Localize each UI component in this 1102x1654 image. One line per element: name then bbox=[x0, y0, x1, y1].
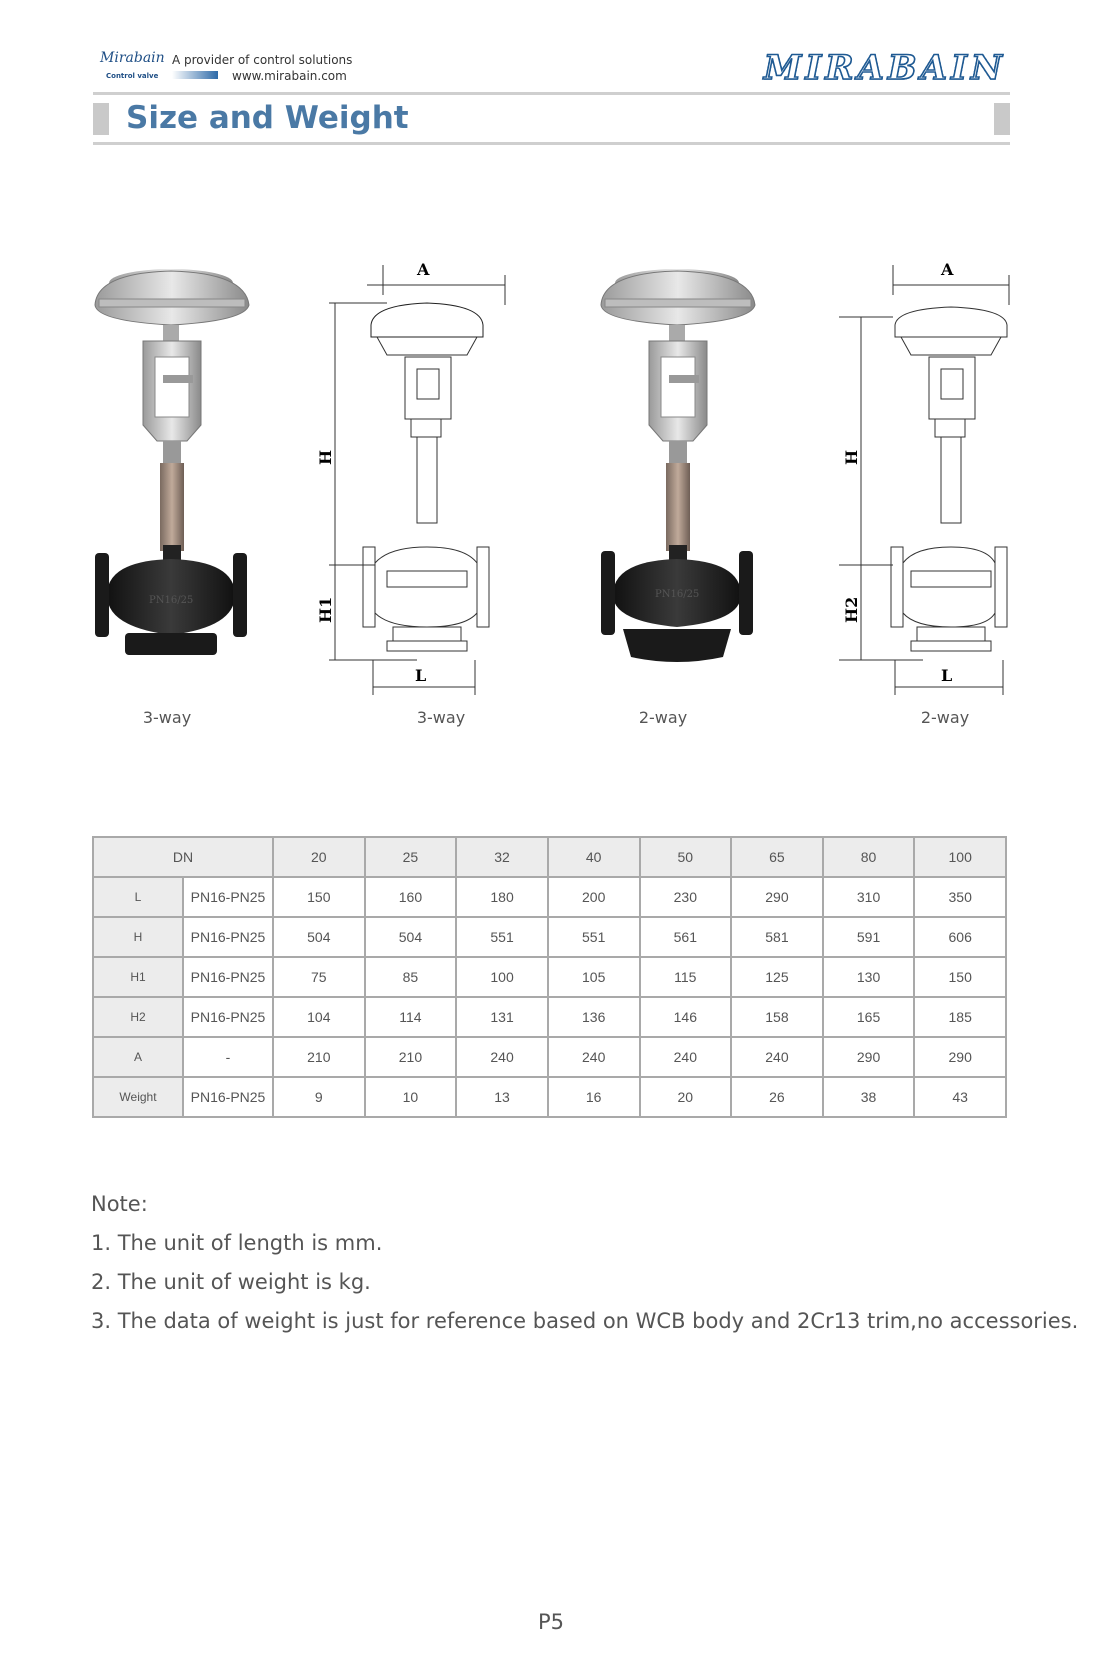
table-cell: 591 bbox=[823, 917, 915, 957]
table-cell: 180 bbox=[456, 877, 548, 917]
row-label: H2 bbox=[93, 997, 183, 1037]
website-link[interactable]: www.mirabain.com bbox=[232, 69, 347, 83]
dn-value: 80 bbox=[823, 837, 915, 877]
table-cell: 240 bbox=[456, 1037, 548, 1077]
row-pressure: PN16-PN25 bbox=[183, 917, 273, 957]
page-number: P5 bbox=[537, 1610, 565, 1634]
valve-photo-3way bbox=[77, 265, 267, 695]
table-cell: 136 bbox=[548, 997, 640, 1037]
table-cell: 240 bbox=[731, 1037, 823, 1077]
size-weight-table bbox=[92, 836, 1007, 1118]
tagline: A provider of control solutions bbox=[172, 53, 353, 67]
logo-subtitle: Control valve bbox=[106, 72, 159, 80]
table-header-row bbox=[93, 837, 1006, 877]
table-cell: 350 bbox=[914, 877, 1006, 917]
figure-caption-4: 2-way bbox=[920, 708, 970, 727]
row-label: A bbox=[93, 1037, 183, 1077]
table-cell: 26 bbox=[731, 1077, 823, 1117]
note-item: 1. The unit of length is mm. bbox=[91, 1231, 383, 1255]
table-cell: 20 bbox=[640, 1077, 732, 1117]
dn-value: 20 bbox=[273, 837, 365, 877]
dim-label-h2: H2 bbox=[842, 596, 861, 623]
table-cell: 290 bbox=[914, 1037, 1006, 1077]
dim-label-l: L bbox=[415, 666, 427, 685]
row-label: Weight bbox=[93, 1077, 183, 1117]
table-cell: 125 bbox=[731, 957, 823, 997]
table-cell: 240 bbox=[640, 1037, 732, 1077]
dn-value: 65 bbox=[731, 837, 823, 877]
table-cell: 38 bbox=[823, 1077, 915, 1117]
table-cell: 290 bbox=[731, 877, 823, 917]
table-cell: 504 bbox=[365, 917, 457, 957]
notes-heading: Note: bbox=[91, 1192, 148, 1216]
row-pressure: PN16-PN25 bbox=[183, 957, 273, 997]
dn-value: 25 bbox=[365, 837, 457, 877]
dn-header: DN bbox=[93, 837, 273, 877]
table-cell: 10 bbox=[365, 1077, 457, 1117]
table-cell: 551 bbox=[548, 917, 640, 957]
table-cell: 561 bbox=[640, 917, 732, 957]
row-pressure: PN16-PN25 bbox=[183, 1077, 273, 1117]
table-cell: 150 bbox=[273, 877, 365, 917]
dn-value: 100 bbox=[914, 837, 1006, 877]
table-cell: 230 bbox=[640, 877, 732, 917]
table-row bbox=[93, 997, 1006, 1037]
title-marker-left bbox=[93, 103, 109, 135]
dim-label-a: A bbox=[417, 260, 430, 279]
table-cell: 75 bbox=[273, 957, 365, 997]
dim-label-h1: H1 bbox=[316, 596, 335, 623]
valve-drawing-2way bbox=[833, 260, 1023, 695]
table-cell: 158 bbox=[731, 997, 823, 1037]
table-cell: 43 bbox=[914, 1077, 1006, 1117]
table-cell: 114 bbox=[365, 997, 457, 1037]
table-row bbox=[93, 917, 1006, 957]
table-cell: 115 bbox=[640, 957, 732, 997]
logo-script-text: Mirabain bbox=[100, 50, 165, 66]
note-item: 2. The unit of weight is kg. bbox=[91, 1270, 371, 1294]
table-cell: 16 bbox=[548, 1077, 640, 1117]
valve-photo-2way bbox=[583, 265, 773, 695]
table-cell: 160 bbox=[365, 877, 457, 917]
title-divider bbox=[93, 142, 1010, 145]
notes-section bbox=[91, 1185, 1078, 1341]
row-label: L bbox=[93, 877, 183, 917]
table-cell: 504 bbox=[273, 917, 365, 957]
valve-drawing-3way bbox=[316, 260, 517, 695]
table-cell: 104 bbox=[273, 997, 365, 1037]
table-cell: 105 bbox=[548, 957, 640, 997]
table-row bbox=[93, 957, 1006, 997]
table-cell: 165 bbox=[823, 997, 915, 1037]
table-cell: 146 bbox=[640, 997, 732, 1037]
title-marker-right bbox=[994, 103, 1010, 135]
dn-value: 50 bbox=[640, 837, 732, 877]
table-cell: 581 bbox=[731, 917, 823, 957]
body-marking: PN16/25 bbox=[149, 595, 194, 606]
table-row bbox=[93, 1037, 1006, 1077]
row-pressure: PN16-PN25 bbox=[183, 997, 273, 1037]
note-item: 3. The data of weight is just for reference based on WCB body and 2Cr13 trim,no accessories. bbox=[91, 1309, 1079, 1333]
dim-label-a-2: A bbox=[941, 260, 954, 279]
table-cell: 100 bbox=[456, 957, 548, 997]
row-label: H1 bbox=[93, 957, 183, 997]
table-row bbox=[93, 877, 1006, 917]
dim-label-l-2: L bbox=[941, 666, 953, 685]
figure-caption-3: 2-way bbox=[638, 708, 688, 727]
figure-caption-1: 3-way bbox=[142, 708, 192, 727]
header-divider bbox=[93, 92, 1010, 95]
table-cell: 210 bbox=[273, 1037, 365, 1077]
table-cell: 310 bbox=[823, 877, 915, 917]
tagline-accent-bar bbox=[172, 71, 218, 79]
dn-value: 40 bbox=[548, 837, 640, 877]
table-row bbox=[93, 1077, 1006, 1117]
row-pressure: PN16-PN25 bbox=[183, 877, 273, 917]
brand-logo: MIRABAIN bbox=[763, 48, 1006, 88]
table-cell: 185 bbox=[914, 997, 1006, 1037]
dim-label-h: H bbox=[316, 449, 335, 465]
table-cell: 290 bbox=[823, 1037, 915, 1077]
table-cell: 131 bbox=[456, 997, 548, 1037]
dim-label-h-2: H bbox=[842, 449, 861, 465]
table-cell: 200 bbox=[548, 877, 640, 917]
dn-value: 32 bbox=[456, 837, 548, 877]
table-cell: 551 bbox=[456, 917, 548, 957]
page-title: Size and Weight bbox=[126, 100, 409, 136]
table-cell: 606 bbox=[914, 917, 1006, 957]
table-cell: 13 bbox=[456, 1077, 548, 1117]
row-pressure: - bbox=[183, 1037, 273, 1077]
table-cell: 9 bbox=[273, 1077, 365, 1117]
figure-caption-2: 3-way bbox=[416, 708, 466, 727]
row-label: H bbox=[93, 917, 183, 957]
table-cell: 85 bbox=[365, 957, 457, 997]
body-marking-2: PN16/25 bbox=[655, 589, 700, 600]
table-cell: 150 bbox=[914, 957, 1006, 997]
table-cell: 130 bbox=[823, 957, 915, 997]
table-cell: 240 bbox=[548, 1037, 640, 1077]
table-cell: 210 bbox=[365, 1037, 457, 1077]
